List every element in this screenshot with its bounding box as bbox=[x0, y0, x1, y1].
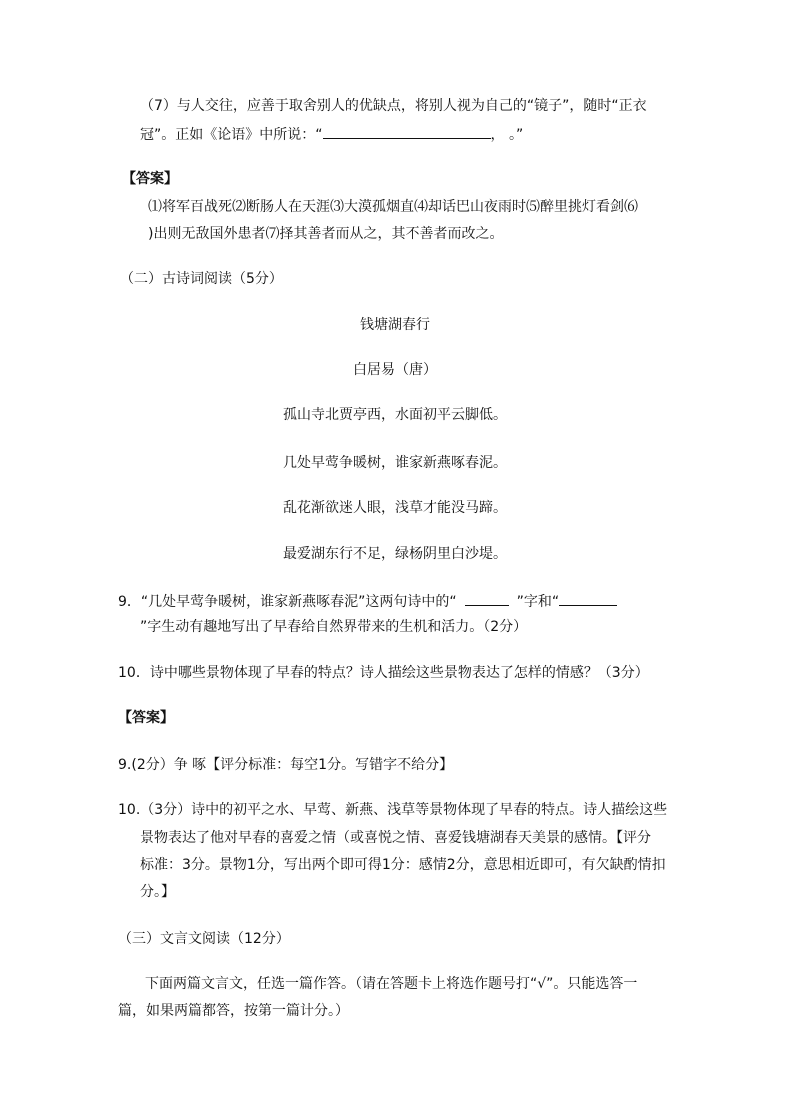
q7-answer-blank bbox=[323, 124, 491, 139]
q9-line1 bbox=[118, 591, 617, 612]
section3-instr-line1: 下面两篇文言文，任选一篇作答。（请在答题卡上将选作题号打“√”。只能选答一 bbox=[145, 976, 638, 992]
q9-part2: ”字和“ bbox=[516, 594, 560, 610]
q10-text: 10．诗中哪些景物体现了早春的特点？诗人描绘这些景物表达了怎样的情感？（3分） bbox=[118, 665, 649, 681]
poem-line-1: 孤山寺北贾亭西，水面初平云脚低。 bbox=[283, 407, 507, 423]
answer2-a10-line2: 景物表达了他对早春的喜爱之情（或喜悦之情、喜爱钱塘湖春天美景的感情。【评分 bbox=[140, 830, 651, 846]
poem-title: 钱塘湖春行 bbox=[360, 317, 430, 333]
section3-heading: （三）文言文阅读（12分） bbox=[118, 931, 290, 947]
answer2-a10-line1: 10.（3分）诗中的初平之水、早莺、新燕、浅草等景物体现了早春的特点。诗人描绘这些 bbox=[118, 802, 668, 818]
poem-line-3: 乱花渐欲迷人眼，浅草才能没马蹄。 bbox=[283, 500, 507, 516]
poem-author: 白居易（唐） bbox=[353, 362, 437, 378]
q7-line2 bbox=[140, 124, 523, 145]
answer2-a10-line3: 标准：3分。景物1分，写出两个即可得1分：感情2分，意思相近即可，有欠缺酌情扣 bbox=[140, 857, 666, 873]
q7-line2-suffix: ， 。” bbox=[490, 127, 524, 143]
q9-part1: 9．“几处早莺争暖树，谁家新燕啄春泥”这两句诗中的“ bbox=[118, 594, 457, 610]
poem-line-4: 最爱湖东行不足，绿杨阴里白沙堤。 bbox=[283, 546, 507, 562]
q9-blank-1 bbox=[465, 591, 509, 606]
poem-line-2: 几处早莺争暖树，谁家新燕啄春泥。 bbox=[283, 455, 507, 471]
answer1-line2: )出则无敌国外患者⑺择其善者而从之，其不善者而改之。 bbox=[148, 226, 504, 242]
q7-line1: （7）与人交往，应善于取舍别人的优缺点，将别人视为自己的“镜子”，随时“正衣 bbox=[140, 98, 647, 114]
answer1-line1: ⑴将军百战死⑵断肠人在天涯⑶大漠孤烟直⑷却话巴山夜雨时⑸醉里挑灯看剑⑹ bbox=[148, 199, 638, 215]
answer-label-2: 【答案】 bbox=[118, 710, 174, 726]
answer2-a9: 9.(2分）争 啄【评分标准：每空1分。写错字不给分】 bbox=[118, 757, 454, 773]
q9-line2: ”字生动有趣地写出了早春给自然界带来的生机和活力。（2分） bbox=[140, 619, 528, 635]
section2-heading: （二）古诗词阅读（5分） bbox=[120, 271, 283, 287]
q9-blank-2 bbox=[559, 591, 617, 606]
section3-instr-line2: 篇，如果两篇都答，按第一篇计分。） bbox=[118, 1003, 349, 1019]
q7-line2-prefix: 冠”。正如《论语》中所说：“ bbox=[140, 127, 323, 143]
answer2-a10-line4: 分。】 bbox=[140, 884, 175, 900]
answer-label-1: 【答案】 bbox=[122, 171, 178, 187]
